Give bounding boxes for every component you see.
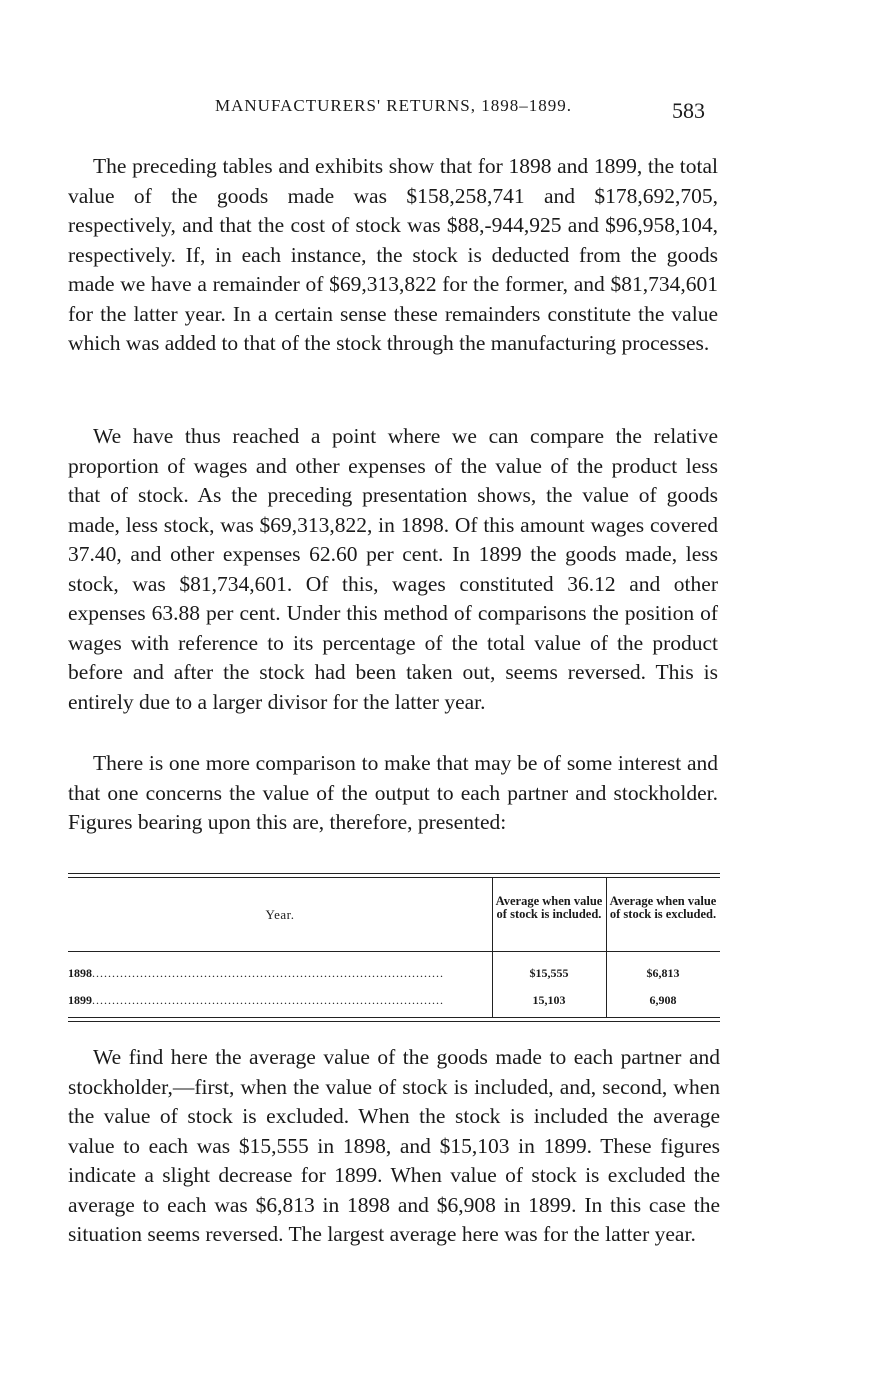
table-top-rule <box>68 873 720 874</box>
paragraph-4: We find here the average value of the goods made to each partner and stockholder,—first, when the value of stock is included, and, second, when the value of stock is excluded. When the stock is included the average value to each was $15,555 in 1898, and $15,103 in 1899. These figures indicate a slight decrease for 1899. When value of stock is excluded the average to each was $6,813 in 1898 and $6,908 in 1899. In this case the situation seems reversed. The largest average here was for the latter year. <box>68 1045 720 1246</box>
table-row-label <box>68 966 492 981</box>
row-year: 1898 <box>68 966 92 980</box>
paragraph-1: The preceding tables and exhibits show that for 1898 and 1899, the total value of the goods made was $158,258,741 and $178,692,705, respectively, and that the cost of stock was $88,-944,925 and $96,958,104, respectively. If, in each instance, the stock is deducted from the goods made we have a remainder of $69,313,822 for the former, and $81,734,601 for the latter year. In a certain sense these remainders constitute the value which was added to that of the stock through the manufacturing processes. <box>68 154 718 355</box>
table-row-label <box>68 993 492 1008</box>
averages-table <box>68 873 720 1025</box>
column-header-included: Average when value of stock is included. <box>495 894 603 921</box>
running-title: MANUFACTURERS' RETURNS, 1898–1899. <box>215 96 572 115</box>
paragraph-3: There is one more comparison to make that may be of some interest and that one concerns the value of the output to each partner and stockholder. Figures bearing upon this are, therefore, presented: <box>68 751 718 834</box>
row-year: 1899 <box>68 993 92 1007</box>
cell-excluded: 6,908 <box>649 993 677 1007</box>
table-bottom-rule <box>68 1017 720 1018</box>
cell-included: $15,555 <box>529 966 569 980</box>
leader-dots: ........................................................................................ <box>92 993 444 1007</box>
page-number: 583 <box>672 98 705 123</box>
column-header-year: Year. <box>265 907 295 922</box>
column-header-excluded: Average when value of stock is excluded. <box>609 894 717 921</box>
cell-excluded: $6,813 <box>646 966 680 980</box>
paragraph-2: We have thus reached a point where we can compare the relative proportion of wages and other expenses of the value of the product less that of stock. As the preceding presentation shows, the value of goods made, less stock, was $69,313,822, in 1898. Of this amount wages covered 37.40, and other expenses 62.60 per cent. In 1899 the goods made, less stock, was $81,734,601. Of this, wages constituted 36.12 and other expenses 63.88 per cent. Under this method of comparisons the position of wages with reference to its percentage of the total value of the product before and after the stock had been taken out, seems reversed. This is entirely due to a larger divisor for the latter year. <box>68 424 718 714</box>
cell-included: 15,103 <box>532 993 566 1007</box>
leader-dots: ........................................................................................ <box>92 966 444 980</box>
table-top-rule-2 <box>68 877 720 878</box>
table-bottom-rule-2 <box>68 1021 720 1022</box>
header-rule <box>68 951 720 952</box>
